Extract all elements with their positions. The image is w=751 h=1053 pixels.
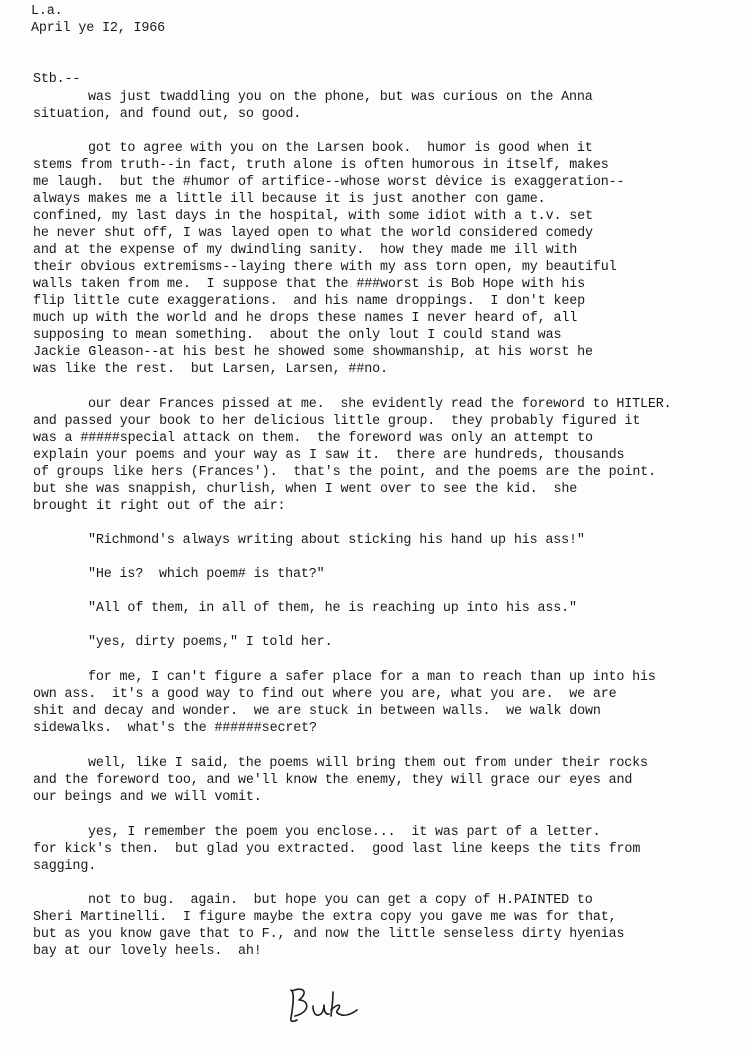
letter-line: was a #####special attack on them. the foreword was only an attempt to [33, 431, 593, 446]
letter-line: me laugh. but the #humor of artifice--whose worst dėvice is exaggeration-- [33, 175, 625, 190]
letter-line: he never shut off, I was layed open to what the world considered comedy [33, 226, 593, 241]
letter-line: walls taken from me. I suppose that the ###worst is Bob Hope with his [33, 277, 585, 292]
letter-line: bay at our lovely heels. ah! [33, 944, 262, 959]
handwritten-signature [283, 982, 383, 1032]
letter-line: explain your poems and your way as I saw it. there are hundreds, thousands [33, 448, 625, 463]
letter-line: got to agree with you on the Larsen book. humor is good when it [88, 141, 593, 156]
letter-line: situation, and found out, so good. [33, 107, 302, 122]
letter-line: own ass. it's a good way to find out where you are, what you are. we are [33, 687, 617, 702]
letter-line: not to bug. again. but hope you can get a copy of H.PAINTED to [88, 893, 593, 908]
letter-line: our beings and we will vomit. [33, 790, 262, 805]
letter-line: yes, I remember the poem you enclose... it was part of a letter. [88, 825, 601, 840]
letter-line: well, like I said, the poems will bring them out from under their rocks [88, 756, 648, 771]
letter-line: was just twaddling you on the phone, but was curious on the Anna [88, 90, 593, 105]
letter-line: stems from truth--in fact, truth alone is often humorous in itself, makes [33, 158, 609, 173]
letter-line: sagging. [33, 859, 97, 874]
letter-line: supposing to mean something. about the only lout I could stand was [33, 328, 562, 343]
letter-date: April ye I2, I966 [31, 21, 166, 36]
letter-line: Sheri Martinelli. I figure maybe the extra copy you gave me was for that, [33, 910, 617, 925]
letter-line: of groups like hers (Frances'). that's the point, and the poems are the point. [33, 465, 656, 480]
letter-line: flip little cute exaggerations. and his name droppings. I don't keep [33, 294, 585, 309]
letter-line: Jackie Gleason--at his best he showed some showmanship, at his worst he [33, 345, 593, 360]
letter-line: brought it right out of the air: [33, 499, 286, 514]
letter-place: L.a. [31, 4, 63, 19]
letter-quote: "All of them, in all of them, he is reaching up into his ass." [88, 601, 577, 616]
letter-line: always makes me a little ill because it is just another con game. [33, 192, 546, 207]
letter-quote: "yes, dirty poems," I told her. [88, 635, 333, 650]
letter-line: for kick's then. but glad you extracted. good last line keeps the tits from [33, 842, 641, 857]
letter-line: shit and decay and wonder. we are stuck in between walls. we walk down [33, 704, 601, 719]
letter-line: confined, my last days in the hospital, with some idiot with a t.v. set [33, 209, 593, 224]
letter-line: but she was snappish, churlish, when I went over to see the kid. she [33, 482, 578, 497]
letter-line: but as you know gave that to F., and now the little senseless dirty hyenias [33, 927, 625, 942]
letter-salutation: Stb.-- [33, 72, 81, 87]
letter-line: sidewalks. what's the ######secret? [33, 721, 317, 736]
letter-quote: "He is? which poem# is that?" [88, 567, 325, 582]
letter-line: much up with the world and he drops these names I never heard of, all [33, 311, 578, 326]
letter-line: was like the rest. but Larsen, Larsen, ##no. [33, 362, 388, 377]
letter-line: and at the expense of my dwindling sanity. how they made me ill with [33, 243, 578, 258]
letter-line: our dear Frances pissed at me. she evidently read the foreword to HITLER. [88, 397, 672, 412]
letter-quote: "Richmond's always writing about sticking his hand up his ass!" [88, 533, 585, 548]
letter-line: their obvious extremisms--laying there with my ass torn open, my beautiful [33, 260, 617, 275]
letter-line: for me, I can't figure a safer place for a man to reach than up into his [88, 670, 656, 685]
letter-line: and passed your book to her delicious little group. they probably figured it [33, 414, 641, 429]
letter-line: and the foreword too, and we'll know the enemy, they will grace our eyes and [33, 773, 633, 788]
